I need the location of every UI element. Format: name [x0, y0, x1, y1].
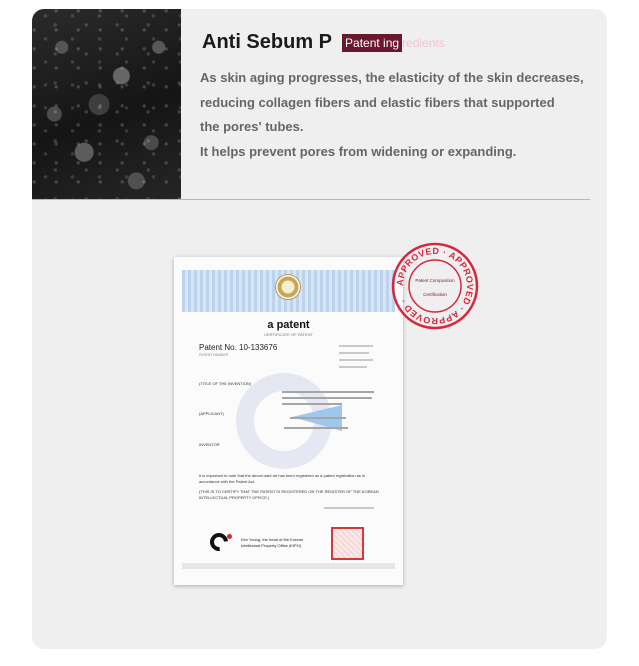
divider [32, 199, 590, 200]
certificate-header-band [182, 270, 395, 312]
patent-ingredients-tag [342, 34, 445, 52]
stamp-inner-ring [409, 260, 461, 312]
blurred-text [284, 427, 348, 429]
registration-statement-english: (THIS IS TO CERTIFY THAT THE PATENT IS REGISTERED ON THE REGISTER OF THE KOREAN INTELLECTUAL PROPERTY OFFICE.) [199, 489, 379, 500]
stamp-ring-text: APPROVED · APPROVED · APPROVED · [394, 245, 476, 327]
patent-number: Patent No. 10-133676 [199, 343, 278, 352]
certificate-footer-strip [182, 563, 395, 569]
patent-certificate-image [174, 257, 403, 585]
description-line: As skin aging progresses, the elasticity of the skin decreases, [200, 70, 584, 85]
blurred-text [339, 359, 373, 361]
charcoal-image [32, 9, 181, 200]
description-line: the pores' tubes. [200, 119, 304, 134]
patent-tag-highlight: Patent ing [342, 34, 402, 52]
government-emblem-icon [275, 274, 301, 300]
stamp-line-2: Certification [423, 292, 447, 297]
title-of-invention-label: (TITLE OF THE INVENTION) [199, 381, 252, 386]
blurred-text [339, 352, 369, 354]
blurred-text [339, 345, 373, 347]
ingredient-description [200, 66, 600, 164]
blurred-text [290, 417, 346, 419]
blurred-text [282, 397, 372, 399]
commissioner-signature-text: Kim Young, the head of the Korean Intellectual Property Office (KIPO) [241, 537, 304, 548]
patent-number-sub: PATENT NUMBER [199, 353, 229, 357]
certificate-subheading: CERTIFICATE OF PATENT [264, 332, 313, 337]
blurred-text [282, 391, 374, 393]
description-line: reducing collagen fibers and elastic fibers that supported [200, 94, 555, 110]
blurred-text [339, 366, 367, 368]
blurred-date [324, 507, 374, 509]
certificate-heading: a patent [267, 319, 310, 331]
svg-text:APPROVED · APPROVED · APPROVED [395, 246, 475, 326]
kipo-logo-dot [227, 534, 232, 539]
official-red-seal [331, 527, 364, 560]
applicant-label: (APPLICANT) [199, 411, 224, 416]
ingredient-title: Anti Sebum P [202, 31, 333, 53]
patent-tag-fade: redients [402, 35, 445, 50]
stamp-line-1: Patent Composition [415, 278, 455, 283]
approved-stamp [391, 242, 479, 330]
inventor-label: INVENTOR [199, 442, 220, 447]
stamp-outer-ring [393, 244, 477, 328]
description-line: It helps prevent pores from widening or expanding. [200, 143, 517, 159]
title-row [202, 31, 445, 54]
registration-statement: It is important to note that the above-said art has been registered as a patent registration as in accordance with the Patent Act. [199, 473, 366, 484]
